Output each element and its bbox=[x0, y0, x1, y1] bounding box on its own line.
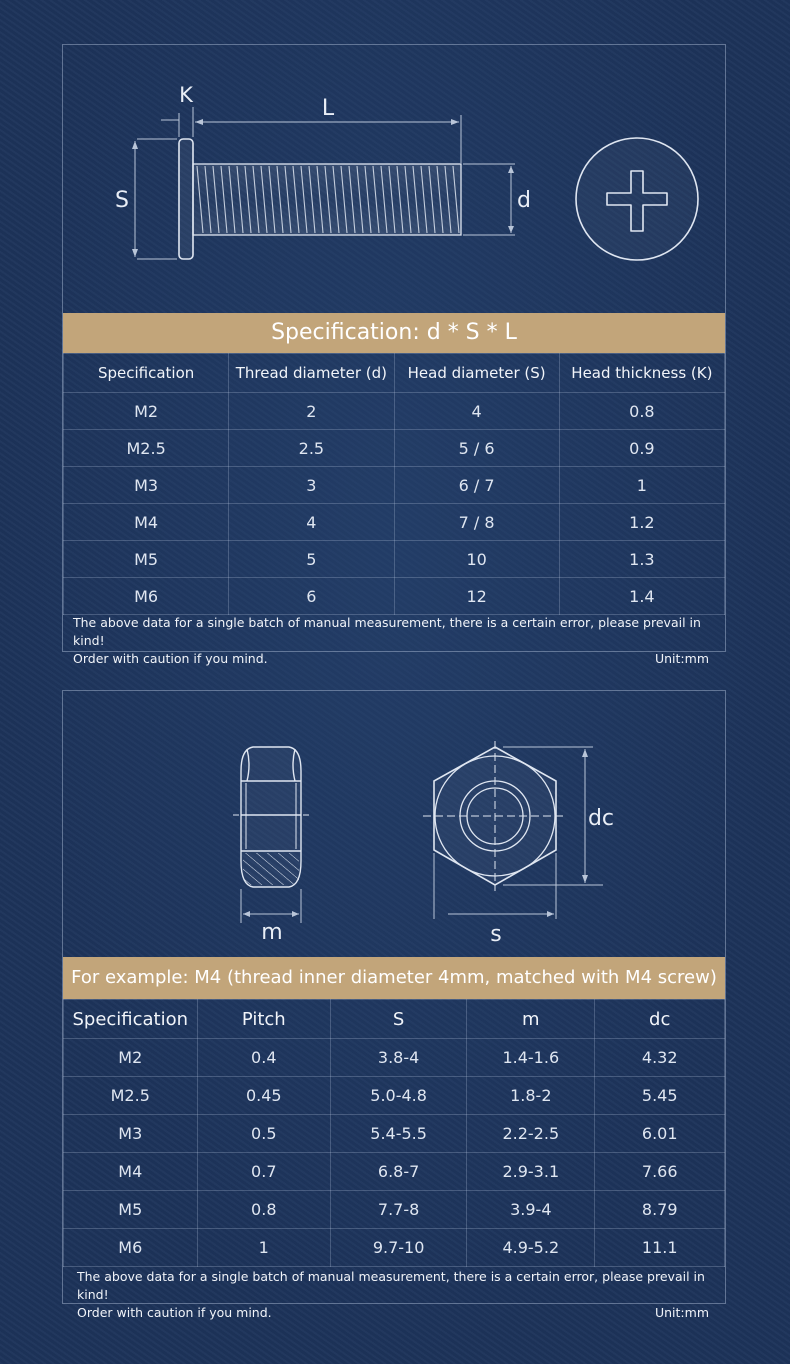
table-cell: 0.45 bbox=[197, 1077, 331, 1115]
table-cell: 5 / 6 bbox=[394, 430, 559, 467]
table-cell: 3.8-4 bbox=[331, 1039, 467, 1077]
nut-diagram bbox=[63, 691, 725, 957]
measurement-note bbox=[77, 1268, 709, 1322]
dim-label-k: K bbox=[179, 83, 193, 107]
dim-label-s: S bbox=[115, 188, 129, 213]
note-line: The above data for a single batch of manual measurement, there is a certain error, please prevail in kind! bbox=[73, 615, 701, 648]
table-cell: 6.8-7 bbox=[331, 1153, 467, 1191]
table-cell: M5 bbox=[64, 1191, 198, 1229]
table-header-row bbox=[64, 354, 725, 393]
unit-label: Unit:mm bbox=[654, 651, 709, 666]
dim-label-l: L bbox=[321, 96, 335, 121]
table-cell: 6 bbox=[229, 578, 394, 615]
table-cell: M6 bbox=[64, 1229, 198, 1267]
col-header-head-thickness: Head thickness (K) bbox=[559, 354, 724, 393]
unit-label: Unit:mm bbox=[654, 1305, 709, 1320]
table-row bbox=[64, 1229, 725, 1267]
table-cell: 7.7-8 bbox=[331, 1191, 467, 1229]
table-row bbox=[64, 393, 725, 430]
table-cell: 2.2-2.5 bbox=[467, 1115, 595, 1153]
nut-spec-table bbox=[63, 999, 725, 1267]
table-cell: M6 bbox=[64, 578, 229, 615]
table-cell: M2 bbox=[64, 393, 229, 430]
table-header-row bbox=[64, 1000, 725, 1039]
col-header-specification: Specification bbox=[64, 1000, 198, 1039]
col-header-pitch: Pitch bbox=[197, 1000, 331, 1039]
table-cell: M2.5 bbox=[64, 1077, 198, 1115]
hex-nut-front-view-icon bbox=[423, 741, 567, 891]
table-row bbox=[64, 1115, 725, 1153]
note-line: The above data for a single batch of manual measurement, there is a certain error, please prevail in kind! bbox=[77, 1269, 705, 1302]
screw-spec-panel bbox=[62, 44, 726, 666]
table-cell: 12 bbox=[394, 578, 559, 615]
table-cell: 5.45 bbox=[595, 1077, 725, 1115]
table-cell: 9.7-10 bbox=[331, 1229, 467, 1267]
screw-spec-table bbox=[63, 353, 725, 615]
table-row bbox=[64, 578, 725, 615]
table-cell: 2.9-3.1 bbox=[467, 1153, 595, 1191]
dim-label-s: s bbox=[490, 922, 502, 947]
table-cell: 8.79 bbox=[595, 1191, 725, 1229]
screw-shaft-shape bbox=[193, 164, 461, 235]
table-cell: 6.01 bbox=[595, 1115, 725, 1153]
screw-head-shape bbox=[179, 139, 193, 259]
table-row bbox=[64, 504, 725, 541]
table-cell: M4 bbox=[64, 504, 229, 541]
table-cell: 1.8-2 bbox=[467, 1077, 595, 1115]
col-header-dc: dc bbox=[595, 1000, 725, 1039]
table-row bbox=[64, 1077, 725, 1115]
dim-label-d: d bbox=[517, 188, 531, 213]
table-cell: 4.32 bbox=[595, 1039, 725, 1077]
table-cell: 10 bbox=[394, 541, 559, 578]
table-cell: M3 bbox=[64, 1115, 198, 1153]
table-cell: 4.9-5.2 bbox=[467, 1229, 595, 1267]
table-cell: 5 bbox=[229, 541, 394, 578]
table-cell: 7.66 bbox=[595, 1153, 725, 1191]
col-header-m: m bbox=[467, 1000, 595, 1039]
table-row bbox=[64, 1153, 725, 1191]
note-line: Order with caution if you mind. bbox=[77, 1305, 272, 1320]
col-header-specification: Specification bbox=[64, 354, 229, 393]
table-cell: 2 bbox=[229, 393, 394, 430]
phillips-head-icon bbox=[576, 138, 698, 260]
table-cell: 1 bbox=[559, 467, 724, 504]
table-cell: 0.7 bbox=[197, 1153, 331, 1191]
table-cell: 0.9 bbox=[559, 430, 724, 467]
measurement-note bbox=[73, 614, 709, 668]
nut-spec-banner: For example: M4 (thread inner diameter 4mm, matched with M4 screw) bbox=[63, 957, 725, 999]
col-header-thread-diameter: Thread diameter (d) bbox=[229, 354, 394, 393]
table-cell: M5 bbox=[64, 541, 229, 578]
table-cell: M4 bbox=[64, 1153, 198, 1191]
table-cell: 3 bbox=[229, 467, 394, 504]
table-cell: 0.8 bbox=[559, 393, 724, 430]
col-header-s: S bbox=[331, 1000, 467, 1039]
screw-diagram bbox=[63, 45, 725, 313]
table-cell: M2 bbox=[64, 1039, 198, 1077]
table-cell: 0.8 bbox=[197, 1191, 331, 1229]
table-row bbox=[64, 430, 725, 467]
dim-label-dc: dc bbox=[587, 806, 615, 831]
table-cell: 1 bbox=[197, 1229, 331, 1267]
table-cell: 4 bbox=[394, 393, 559, 430]
table-cell: 0.5 bbox=[197, 1115, 331, 1153]
table-cell: 3.9-4 bbox=[467, 1191, 595, 1229]
table-row bbox=[64, 467, 725, 504]
table-cell: 5.0-4.8 bbox=[331, 1077, 467, 1115]
table-cell: 6 / 7 bbox=[394, 467, 559, 504]
table-cell: M3 bbox=[64, 467, 229, 504]
nut-side-view-icon bbox=[233, 747, 309, 887]
table-cell: 1.3 bbox=[559, 541, 724, 578]
table-cell: 1.4 bbox=[559, 578, 724, 615]
table-cell: 1.2 bbox=[559, 504, 724, 541]
table-cell: 4 bbox=[229, 504, 394, 541]
table-cell: 7 / 8 bbox=[394, 504, 559, 541]
note-line: Order with caution if you mind. bbox=[73, 651, 268, 666]
col-header-head-diameter: Head diameter (S) bbox=[394, 354, 559, 393]
table-cell: 0.4 bbox=[197, 1039, 331, 1077]
table-cell: 2.5 bbox=[229, 430, 394, 467]
table-row bbox=[64, 1191, 725, 1229]
table-row bbox=[64, 541, 725, 578]
table-row bbox=[64, 1039, 725, 1077]
screw-spec-banner: Specification: d * S * L bbox=[63, 313, 725, 353]
table-cell: 1.4-1.6 bbox=[467, 1039, 595, 1077]
table-cell: M2.5 bbox=[64, 430, 229, 467]
nut-spec-panel bbox=[62, 690, 726, 1320]
table-cell: 5.4-5.5 bbox=[331, 1115, 467, 1153]
table-cell: 11.1 bbox=[595, 1229, 725, 1267]
dim-label-m: m bbox=[261, 920, 283, 945]
